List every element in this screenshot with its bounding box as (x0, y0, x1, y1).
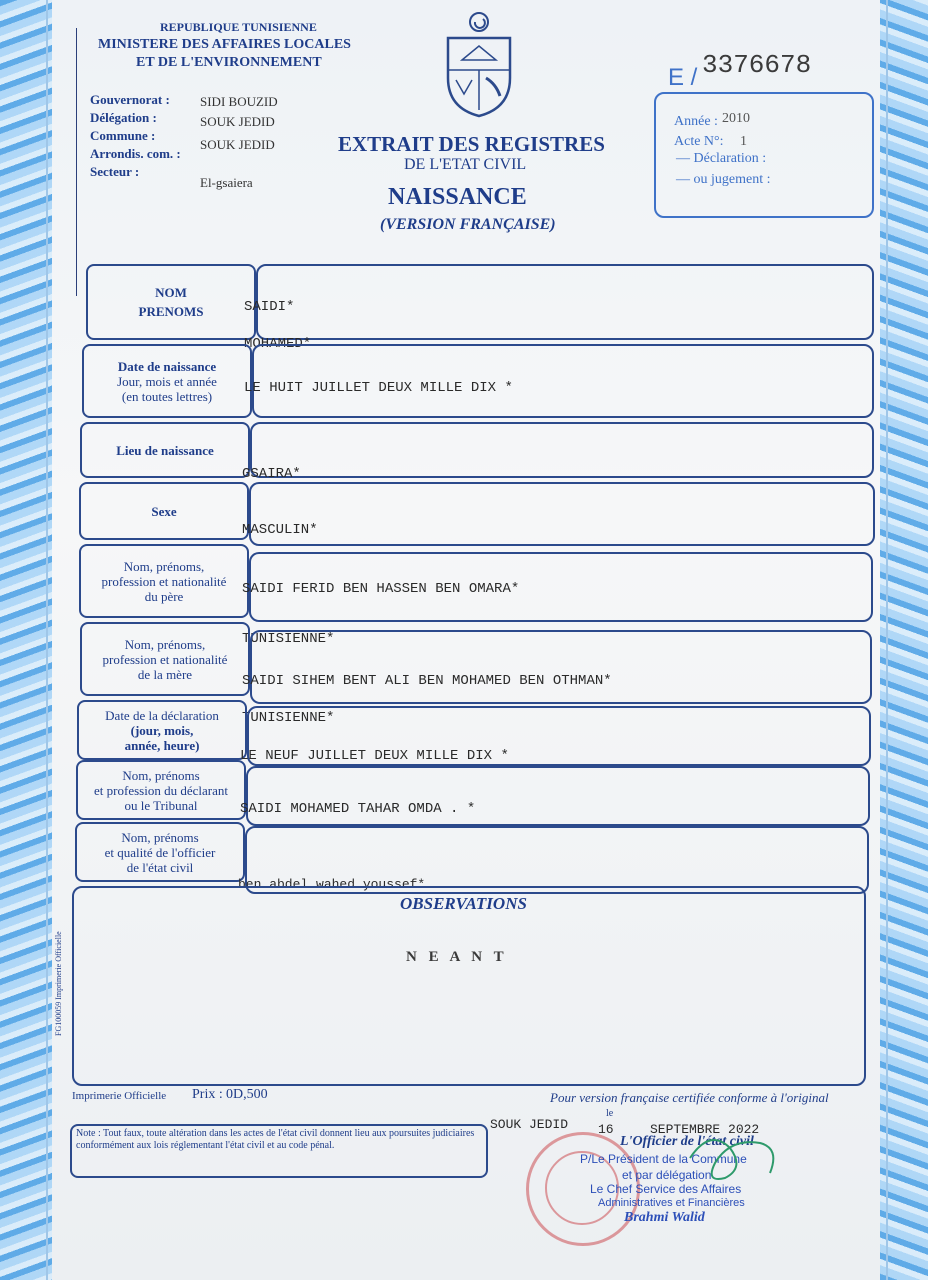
observations-title: OBSERVATIONS (400, 894, 527, 913)
dob-label (82, 344, 252, 418)
mere-value-box (250, 630, 872, 704)
prenoms-value: MOHAMED* (244, 336, 312, 352)
pere-nationality: TUNISIENNE* (242, 631, 335, 647)
mere-label (80, 622, 250, 696)
lieu-label: Lieu de naissance (80, 422, 250, 478)
acte-value: 1 (740, 134, 747, 149)
annee-label: Année : (674, 114, 718, 129)
imprimerie-label: Imprimerie Officielle (72, 1090, 167, 1102)
mere-nationality: TUNISIENNE* (242, 710, 335, 726)
gouvernorat-label: Gouvernorat : (90, 92, 170, 107)
annee-value: 2010 (722, 111, 750, 126)
officier-label-line1: Nom, prénoms (121, 829, 199, 845)
nom-label: NOM (155, 285, 187, 300)
date-rest: SEPTEMBRE 2022 (650, 1122, 760, 1137)
dob-label-line3: (en toutes lettres) (121, 388, 213, 404)
dob-value: LE HUIT JUILLET DEUX MILLE DIX * (244, 380, 513, 396)
republic-title: REPUBLIQUE TUNISIENNE (160, 20, 317, 34)
jugement-label: — ou jugement : (676, 172, 771, 187)
sexe-value: MASCULIN* (242, 522, 318, 538)
dob-label-line2: Jour, mois et année (117, 373, 217, 389)
pere-label (79, 544, 249, 618)
officier-label (75, 822, 245, 882)
declarant-label (76, 760, 246, 820)
pere-label-line1: Nom, prénoms, (123, 558, 205, 574)
stamp-line2: et par délégation (622, 1168, 712, 1182)
nom-value-box (256, 264, 874, 340)
decorative-border-left (0, 0, 52, 1280)
decl-label-line1: Date de la déclaration (105, 707, 219, 723)
coat-of-arms-icon (442, 10, 516, 120)
dob-label-line1: Date de naissance (117, 358, 217, 374)
observations-box (72, 886, 866, 1086)
declarant-value-box (246, 766, 870, 826)
pere-value: SAIDI FERID BEN HASSEN BEN OMARA* (242, 581, 520, 597)
officier-value: ben abdel wahed youssef* (238, 877, 426, 892)
stamp-line4: Administratives et Financières (598, 1197, 745, 1209)
declarant-label-line3: ou le Tribunal (124, 797, 198, 813)
observations-value: N E A N T (406, 949, 508, 965)
declaration-label: — Déclaration : (676, 151, 767, 166)
stamp-name: Brahmi Walid (624, 1210, 705, 1225)
mere-label-line1: Nom, prénoms, (124, 636, 206, 652)
le-label: le (606, 1108, 614, 1119)
mere-value: SAIDI SIHEM BENT ALI BEN MOHAMED BEN OTHMAN* (242, 673, 612, 689)
prenoms-label: PRENOMS (138, 304, 204, 319)
signature-icon (680, 1118, 790, 1198)
pere-label-line3: du père (144, 588, 184, 604)
declaration-date-label (77, 700, 247, 760)
declarant-value: SAIDI MOHAMED TAHAR OMDA . * (240, 801, 476, 817)
arrondis-label: Arrondis. com. : (90, 146, 181, 161)
title-line2: DE L'ETAT CIVIL (404, 156, 527, 173)
pere-label-line2: profession et nationalité (101, 573, 227, 589)
secteur-value: El-gsaiera (200, 175, 253, 190)
delegation-label: Délégation : (90, 110, 157, 125)
acte-label: Acte N°: (674, 134, 724, 149)
ministry-line1: MINISTERE DES AFFAIRES LOCALES (98, 37, 351, 52)
gouvernorat-value: SIDI BOUZID (200, 94, 278, 109)
decl-label-line3: année, heure) (124, 737, 200, 753)
lieu-value-box (250, 422, 874, 478)
officier-label-line2: et qualité de l'officier (104, 844, 216, 860)
decl-label-line2: (jour, mois, (130, 722, 194, 738)
certification-text: Pour version française certifiée conforme à l'original (550, 1090, 829, 1105)
title-line1: EXTRAIT DES REGISTRES (338, 132, 605, 156)
declarant-label-line1: Nom, prénoms (122, 767, 200, 783)
sexe-value-box (249, 482, 875, 546)
ministry-line2: ET DE L'ENVIRONNEMENT (136, 55, 322, 70)
officer-title: L'Officier de l'état civil (620, 1134, 754, 1149)
stamp-line3: Le Chef Service des Affaires (590, 1182, 742, 1196)
mere-label-line3: de la mère (137, 666, 193, 682)
prix-value: 0D,500 (226, 1087, 268, 1102)
note-text: Note : Tout faux, toute altération dans les actes de l'état civil donnent lieu aux poursuites judiciaires conformément aux lois réglementant l'état civil et au code pénal. (76, 1128, 475, 1151)
lieu-value: GSAIRA* (242, 466, 301, 482)
title-main: NAISSANCE (388, 184, 527, 210)
prix-label: Prix : (192, 1087, 223, 1102)
delegation-value: SOUK JEDID (200, 114, 275, 129)
secteur-label: Secteur : (90, 164, 140, 179)
officier-label-line3: de l'état civil (126, 859, 194, 875)
title-version: (VERSION FRANÇAISE) (380, 216, 556, 233)
nom-value: SAIDI* (244, 299, 295, 315)
decl-value: LE NEUF JUILLET DEUX MILLE DIX * (240, 748, 509, 764)
place-value: SOUK JEDID (490, 1117, 569, 1132)
stamp-line1: P/Le Président de la Commune (580, 1152, 747, 1166)
declarant-label-line2: et profession du déclarant (94, 782, 228, 798)
serial-number: 3376678 (702, 50, 812, 80)
date-day: 16 (598, 1122, 614, 1137)
header-divider (76, 28, 77, 296)
sexe-label: Sexe (79, 482, 249, 540)
commune-label: Commune : (90, 128, 156, 143)
commune-value: SOUK JEDID (200, 137, 275, 152)
mere-label-line2: profession et nationalité (102, 651, 228, 667)
form-code: FG100059 Imprimerie Officielle (54, 931, 63, 1036)
serial-prefix: E / (668, 64, 698, 91)
nom-prenoms-label (86, 264, 256, 340)
